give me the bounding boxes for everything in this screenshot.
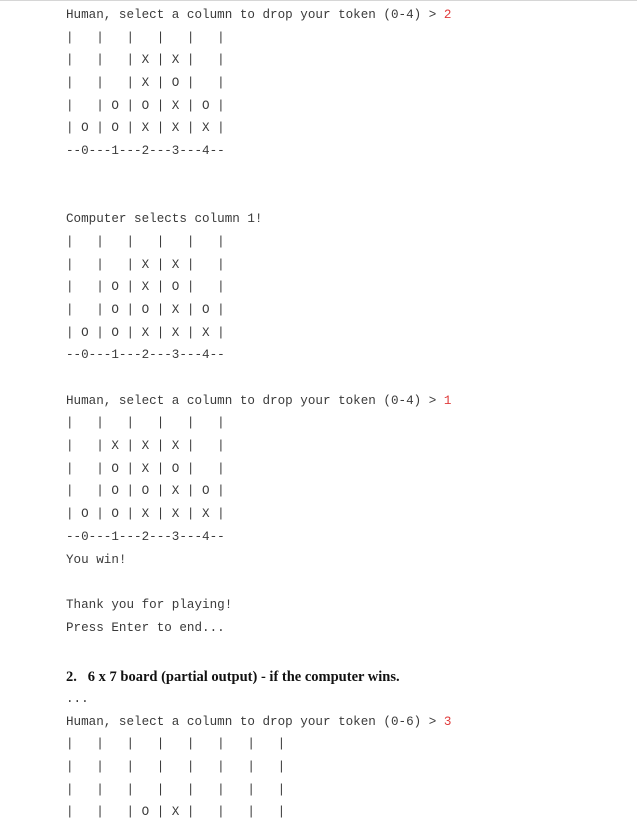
spacer	[66, 186, 626, 209]
prompt-line: Human, select a column to drop your token (0-6) > 3	[66, 714, 452, 729]
user-input: 2	[443, 8, 452, 22]
example-title: 6 x 7 board (partial output) - if the computer wins.	[87, 668, 400, 685]
prompt-line: Human, select a column to drop your token (0-4) > 2	[66, 8, 452, 22]
user-input: 3	[443, 714, 452, 729]
board-row: | | | | | |	[66, 30, 225, 45]
result-message: You win!	[66, 552, 127, 567]
example-heading	[66, 666, 626, 688]
board-row: | | O | O | X | O |	[66, 98, 225, 113]
board-row: | | | X | X | |	[66, 257, 225, 272]
board-row: | | O | X | O | |	[66, 280, 225, 295]
user-input: 1	[443, 393, 452, 408]
example-number: 2.	[66, 668, 77, 685]
board-row: | O | O | X | X | X |	[66, 507, 225, 522]
board-row: | O | O | X | X | X |	[66, 121, 225, 136]
board-row: | | X | X | X | |	[66, 439, 225, 454]
board-column-labels: --0---1---2---3---4--	[66, 144, 225, 159]
top-divider	[0, 0, 637, 1]
thanks-message: Thank you for playing!	[66, 597, 233, 612]
board-column-labels: --0---1---2---3---4--	[66, 348, 225, 363]
board-row: | | O | O | X | O |	[66, 302, 225, 317]
press-enter-message: Press Enter to end...	[66, 620, 225, 635]
board-row: | | | | | | | |	[66, 760, 286, 774]
board-row: | | O | X | O | |	[66, 461, 225, 476]
board-row: | | | | | |	[66, 416, 225, 431]
spacer	[66, 163, 626, 186]
board-row: | | | | | | | |	[66, 737, 286, 752]
computer-message: Computer selects column 1!	[66, 212, 263, 227]
board-column-labels: --0---1---2---3---4--	[66, 529, 225, 544]
board-row: | | | X | O | |	[66, 76, 225, 91]
board-row: | O | O | X | X | X |	[66, 325, 225, 340]
board-row: | | | | | |	[66, 234, 225, 249]
spacer	[66, 367, 626, 390]
prompt-line: Human, select a column to drop your token (0-4) > 1	[66, 393, 452, 408]
spacer	[66, 639, 626, 662]
ellipsis: ...	[66, 691, 89, 706]
board-row: | | O | O | X | O |	[66, 484, 225, 499]
spacer	[66, 571, 626, 594]
console-transcript	[66, 4, 626, 824]
board-row: | | | | | | | |	[66, 782, 286, 797]
board-row: | | | X | X | |	[66, 53, 225, 68]
board-row: | | | O | X | | | |	[66, 805, 286, 820]
